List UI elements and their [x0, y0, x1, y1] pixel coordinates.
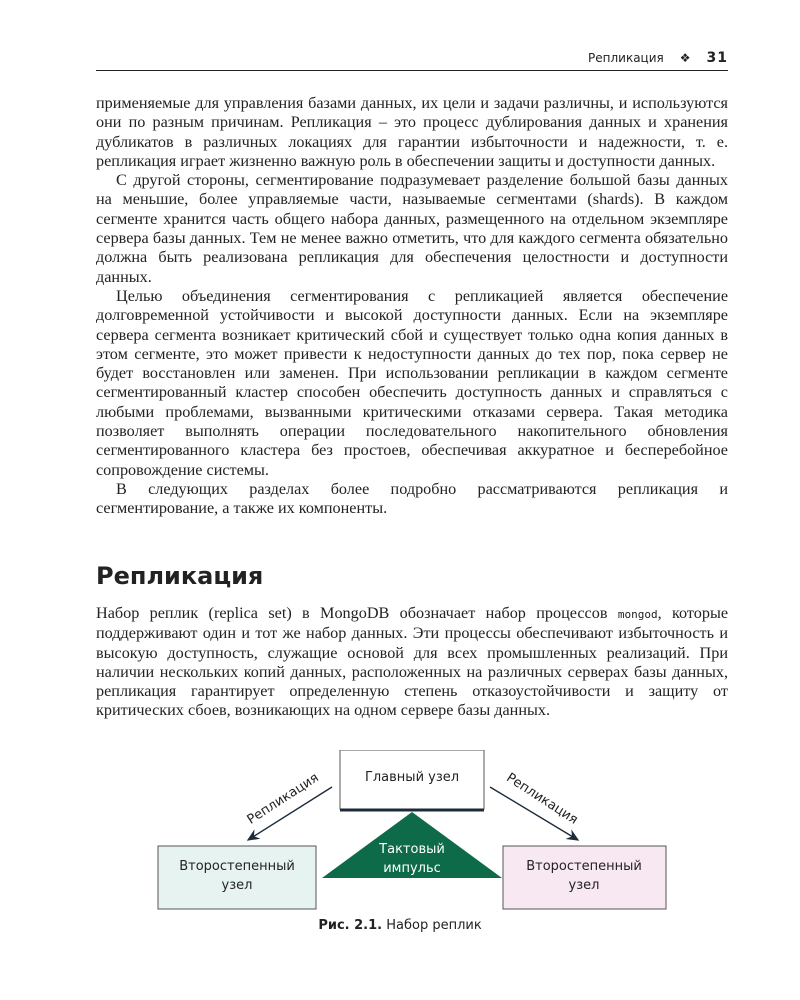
- section-heading: Репликация: [96, 562, 264, 590]
- replication-label-right: Репликация: [503, 770, 581, 828]
- text-run: Набор реплик (replica set) в MongoDB обозначает набор процессов: [96, 604, 618, 622]
- figure-caption: [0, 918, 800, 933]
- paragraph: Целью объединения сегментирования с репликацией является обеспечение долговременной устойчивости и высокой доступности данных. Если на экземпляре сервера сегмента возникает критический сбой и существует только одна копия данных в этом сегменте, это может привести к недоступности данных до тех пор, пока сервер не будет восстановлен или заменен. При использовании репликации в каждом сегменте сегментированный кластер способен обеспечить доступность данных и справляться с любыми проблемами, вызванными критическими отказами сервера. Такая методика позволяет выполнять операции последовательного накопительного обновления сегментированного кластера без простоев, обеспечивая аккуратное и бесперебойное сопровождение системы.: [96, 286, 728, 479]
- primary-node-label: Главный узел: [364, 770, 460, 785]
- page-number: 31: [706, 50, 728, 66]
- caption-label: Рис. 2.1.: [318, 918, 383, 933]
- diamond-ornament-icon: ❖: [679, 51, 691, 65]
- text-run: , которые поддерживают один и тот же набор данных. Эти процессы обеспечивают избыточность и высокую доступность, служащие основой для всех промышленных реализаций. При наличии нескольких копий данных, расположенных на различных серверах базы данных, репликация гарантирует определенную степень отказоустойчивости и защиту от критических сбоев, возникающих на одном сервере базы данных.: [96, 604, 729, 720]
- heartbeat-label-line1: Тактовый: [379, 842, 445, 857]
- running-header: [96, 48, 728, 71]
- secondary-right-label-line1: Второстепенный: [526, 859, 642, 874]
- heartbeat-label-line2: импульс: [383, 861, 441, 876]
- intro-text: [96, 94, 728, 519]
- paragraph: В следующих разделах более подробно рассматриваются репликация и сегментирование, а также их компоненты.: [96, 479, 728, 518]
- paragraph: С другой стороны, сегментирование подразумевает разделение большой базы данных на меньшие, более управляемые части, называемые сегментами (shards). В каждом сегменте хранится часть общего набора данных, размещенного на отдельном экземпляре сервера базы данных. Тем не менее важно отметить, что для каждого сегмента обязательно должна быть реализована репликация для обеспечения целостности и доступности данных.: [96, 171, 728, 286]
- running-header-section: Репликация: [588, 51, 664, 65]
- replication-label-left: Репликация: [244, 770, 322, 828]
- paragraph: применяемые для управления базами данных, их цели и задачи различны, и используются они по разным причинам. Репликация – это процесс дублирования данных и хранения дубликатов в различных локациях для гарантии избыточности и надежности, т. е. репликация играет жизненно важную роль в обеспечении защиты и доступности данных.: [96, 94, 728, 170]
- secondary-left-label-line1: Второстепенный: [179, 859, 295, 874]
- secondary-right-label-line2: узел: [568, 878, 600, 893]
- caption-text: Набор реплик: [382, 918, 482, 933]
- inline-code: mongod: [617, 608, 658, 621]
- secondary-left-label-line2: узел: [221, 878, 253, 893]
- replication-text: [96, 604, 728, 721]
- paragraph: [96, 604, 728, 721]
